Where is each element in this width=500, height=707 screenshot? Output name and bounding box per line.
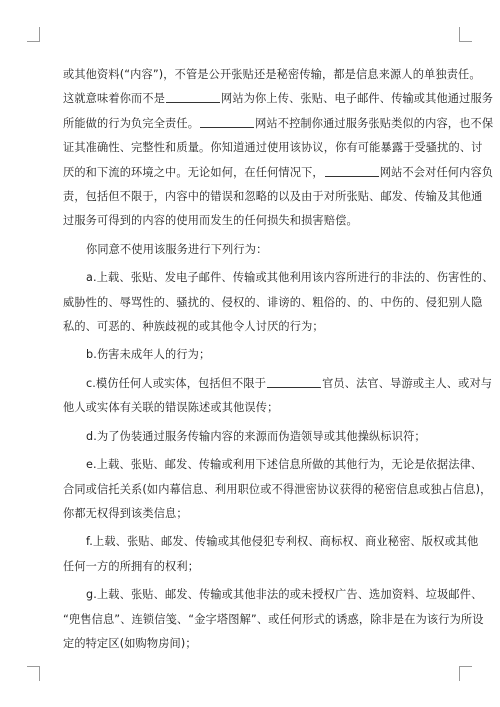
text-line: 定的特定区(如购物房间)； (63, 636, 197, 650)
item-b-line (63, 343, 439, 367)
text-line: g.上载、张贴、邮发、传输或其他非法的或未授权广告、选加资料、垃圾邮件、 (86, 588, 483, 602)
item-c-line (63, 372, 493, 396)
text-line: 他人或实体有关联的错误陈述或其他误传； (63, 401, 279, 415)
item-f-line (63, 530, 479, 554)
blank-underline (325, 165, 379, 177)
text-line: 任何一方的所拥有的权利； (63, 559, 200, 573)
crop-mark-top-right (459, 27, 472, 42)
item-a-line (63, 315, 439, 339)
paragraph-line (63, 161, 494, 185)
text-line: 私的、可恶的、种族歧视的或其他令人讨厌的行为； (63, 320, 324, 334)
paragraph-line (63, 136, 483, 160)
text-line: 责，包括但不限于，内容中的错误和忽略的以及由于对所张贴、邮发、传输及其他通 (63, 190, 483, 204)
crop-mark-top-left (27, 27, 40, 42)
text-line: d.为了伪装通过服务传输内容的来源而伪造领导或其他操纵标识符； (86, 429, 426, 443)
item-g-line (63, 583, 483, 607)
text-segment: c.模仿任何人或实体，包括但不限于 (86, 376, 267, 390)
item-e-line (63, 502, 439, 526)
intro-line (63, 238, 439, 262)
item-g-line (63, 608, 484, 632)
text-segment: 这就意味着你而不是 (63, 92, 166, 106)
blank-underline (200, 116, 254, 128)
text-segment: 网站为你上传、张贴、电子邮件、传输或其他通过服务 (221, 92, 494, 106)
paragraph-line (63, 63, 481, 87)
paragraph-line (63, 185, 483, 209)
text-line: e.上载、张贴、邮发、传输或利用下述信息所做的其他行为，无论是依据法律、 (86, 458, 483, 472)
text-segment: 网站不会对任何内容负 (379, 165, 494, 179)
text-line: a.上载、张贴、发电子邮件、传输或其他利用该内容所进行的非法的、伤害性的、 (86, 271, 494, 285)
item-f-line (63, 555, 439, 579)
document-body (63, 63, 494, 656)
text-line: “兜售信息”、连锁信笺、“金字塔图解”、或任何形式的诱惑，除非是在为该行为所设 (63, 612, 484, 626)
item-a-line (63, 291, 483, 315)
text-line: b.伤害未成年人的行为； (86, 348, 211, 362)
text-line: 证其准确性、完整性和质量。你知道通过使用该协议，你有可能暴露于受骚扰的、讨 (63, 141, 483, 155)
item-e-line (63, 478, 492, 502)
text-line: 你同意不使用该服务进行下列行为： (86, 242, 268, 256)
text-line: 威胁性的、辱骂性的、骚扰的、侵权的、诽谤的、粗俗的、的、中伤的、侵犯别人隐 (63, 295, 483, 309)
text-line: 过服务可得到的内容的使用而发生的任何损失和损害赔偿。 (63, 214, 358, 228)
text-segment: 所能做的行为负完全责任。 (63, 116, 200, 130)
paragraph-line (63, 112, 494, 136)
paragraph-line (63, 87, 494, 111)
item-a-line (63, 266, 494, 290)
paragraph-line (63, 209, 439, 233)
crop-mark-bottom-right (459, 666, 472, 681)
item-e-line (63, 453, 483, 477)
item-d-line (63, 425, 439, 449)
blank-underline (166, 91, 220, 103)
text-segment: 网站不控制你通过服务张贴类似的内容，也不保 (255, 116, 494, 130)
text-line: 或其他资料(“内容”)，不管是公开张贴还是秘密传输，都是信息来源人的单独责任。 (63, 68, 481, 81)
text-line: f.上载、张贴、邮发、传输或其他侵犯专利权、商标权、商业秘密、版权或其他 (86, 535, 479, 549)
item-c-line (63, 396, 439, 420)
item-g-line (63, 632, 439, 656)
text-line: 你都无权得到该类信息； (63, 506, 188, 520)
blank-underline (267, 376, 321, 388)
text-segment: 厌的和下流的环境之中。无论如何，在任何情况下， (63, 165, 324, 179)
text-line: 合同或信托关系(如内幕信息、利用职位或不得泄密协议获得的秘密信息或独占信息)， (63, 482, 492, 496)
crop-mark-bottom-left (27, 666, 40, 681)
text-segment: 官员、法官、导游或主人、或对与 (322, 376, 493, 390)
